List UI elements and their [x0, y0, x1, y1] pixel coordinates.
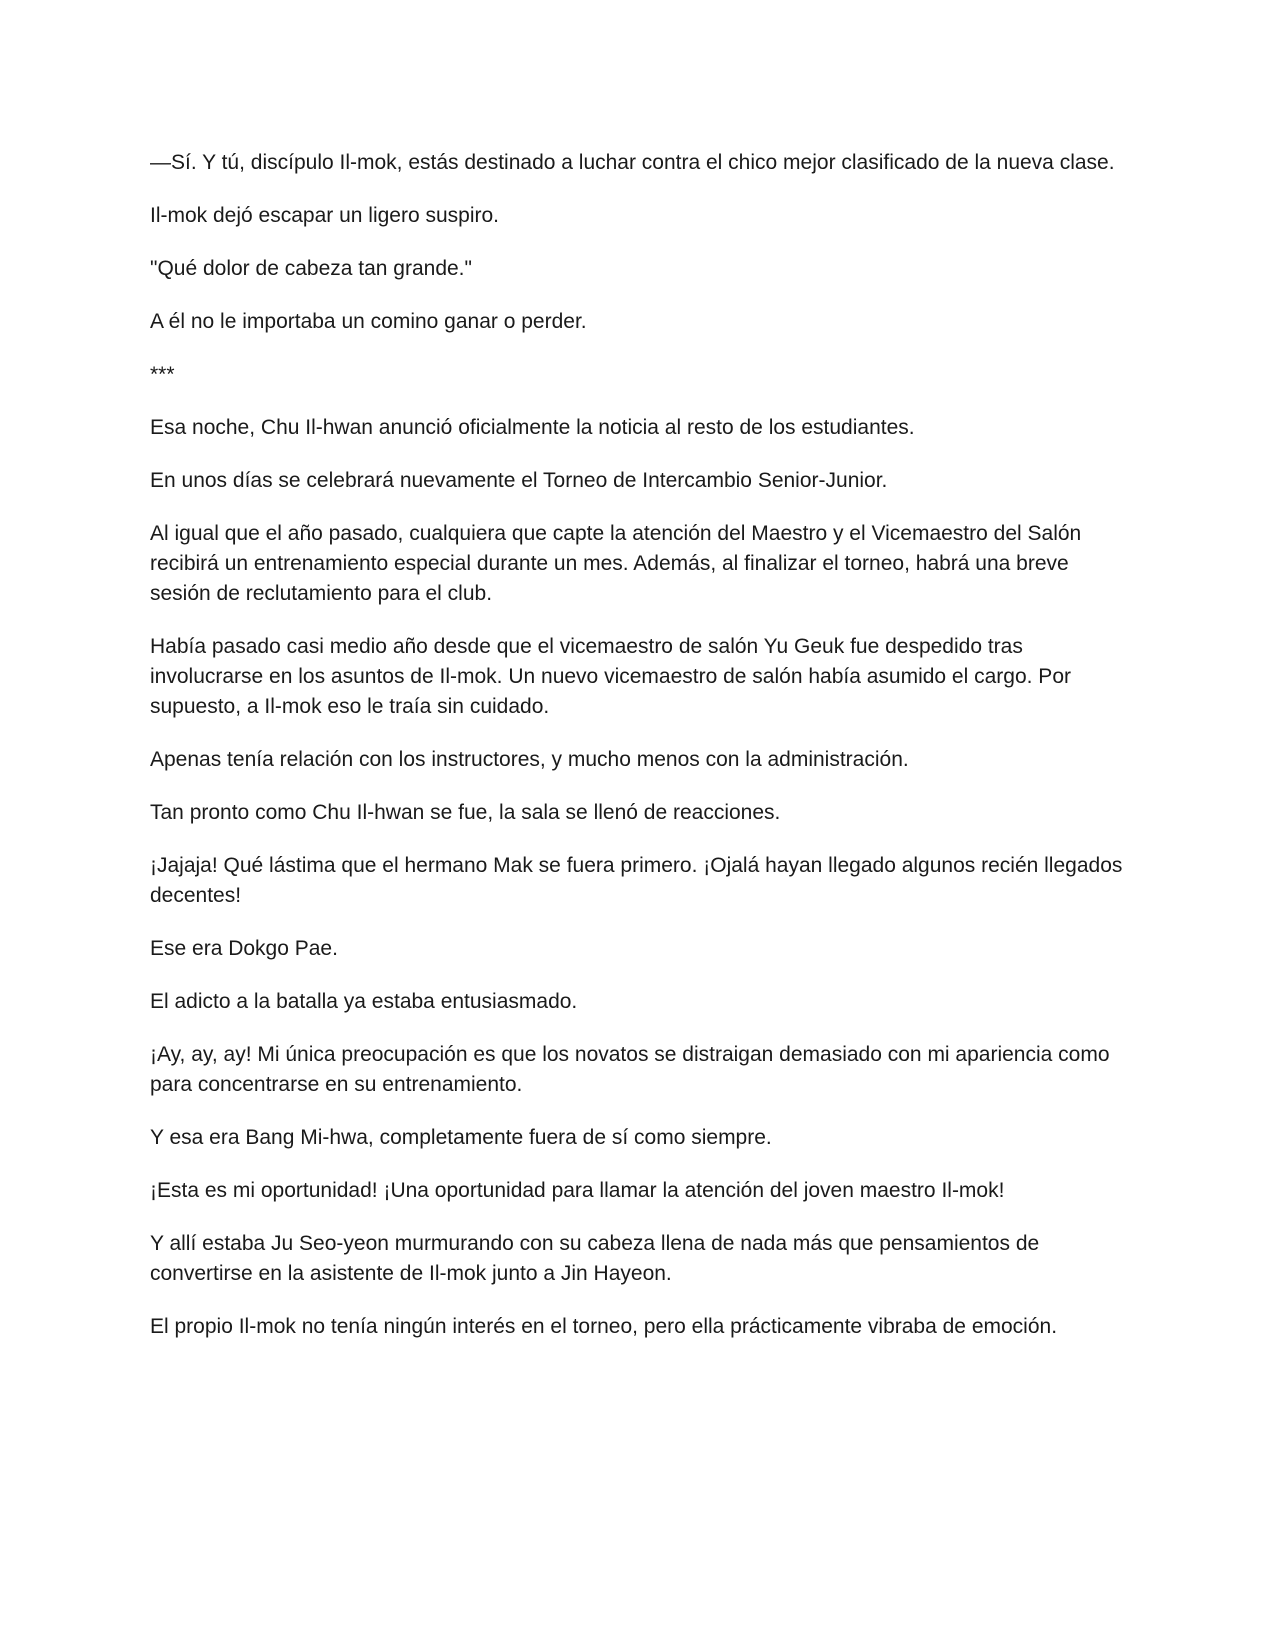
paragraph: Tan pronto como Chu Il-hwan se fue, la sala se llenó de reacciones.	[150, 801, 781, 824]
paragraph: ¡Jajaja! Qué lástima que el hermano Mak se fuera primero. ¡Ojalá hayan llegado algunos recién llegados decentes!	[150, 854, 1123, 907]
paragraph: El propio Il-mok no tenía ningún interés en el torneo, pero ella prácticamente vibraba de emoción.	[150, 1315, 1058, 1338]
paragraph: Había pasado casi medio año desde que el vicemaestro de salón Yu Geuk fue despedido tras involucrarse en los asuntos de Il-mok. Un nuevo vicemaestro de salón había asumido el cargo. Por supuesto, a Il-mok eso le traía sin cuidado.	[150, 635, 1071, 718]
paragraph: El adicto a la batalla ya estaba entusiasmado.	[150, 990, 578, 1013]
paragraph: "Qué dolor de cabeza tan grande."	[150, 257, 472, 280]
paragraph: Il-mok dejó escapar un ligero suspiro.	[150, 204, 500, 227]
paragraph: Apenas tenía relación con los instructores, y mucho menos con la administración.	[150, 748, 909, 771]
paragraph: ¡Esta es mi oportunidad! ¡Una oportunidad para llamar la atención del joven maestro Il-mok!	[150, 1179, 1005, 1202]
paragraph: Al igual que el año pasado, cualquiera que capte la atención del Maestro y el Vicemaestro del Salón recibirá un entrenamiento especial durante un mes. Además, al finalizar el torneo, habrá una breve sesión de reclutamiento para el club.	[150, 522, 1082, 605]
document-body	[150, 148, 1125, 1342]
paragraph: Ese era Dokgo Pae.	[150, 937, 338, 960]
paragraph: Y esa era Bang Mi-hwa, completamente fuera de sí como siempre.	[150, 1126, 772, 1149]
scene-break: ***	[150, 363, 175, 386]
paragraph: Y allí estaba Ju Seo-yeon murmurando con su cabeza llena de nada más que pensamientos de convertirse en la asistente de Il-mok junto a Jin Hayeon.	[150, 1232, 1040, 1285]
paragraph: ¡Ay, ay, ay! Mi única preocupación es que los novatos se distraigan demasiado con mi apariencia como para concentrarse en su entrenamiento.	[150, 1043, 1110, 1096]
paragraph: Esa noche, Chu Il-hwan anunció oficialmente la noticia al resto de los estudiantes.	[150, 416, 915, 439]
paragraph: —Sí. Y tú, discípulo Il-mok, estás destinado a luchar contra el chico mejor clasificado de la nueva clase.	[150, 151, 1115, 174]
paragraph: En unos días se celebrará nuevamente el Torneo de Intercambio Senior-Junior.	[150, 469, 888, 492]
paragraph: A él no le importaba un comino ganar o perder.	[150, 310, 587, 333]
